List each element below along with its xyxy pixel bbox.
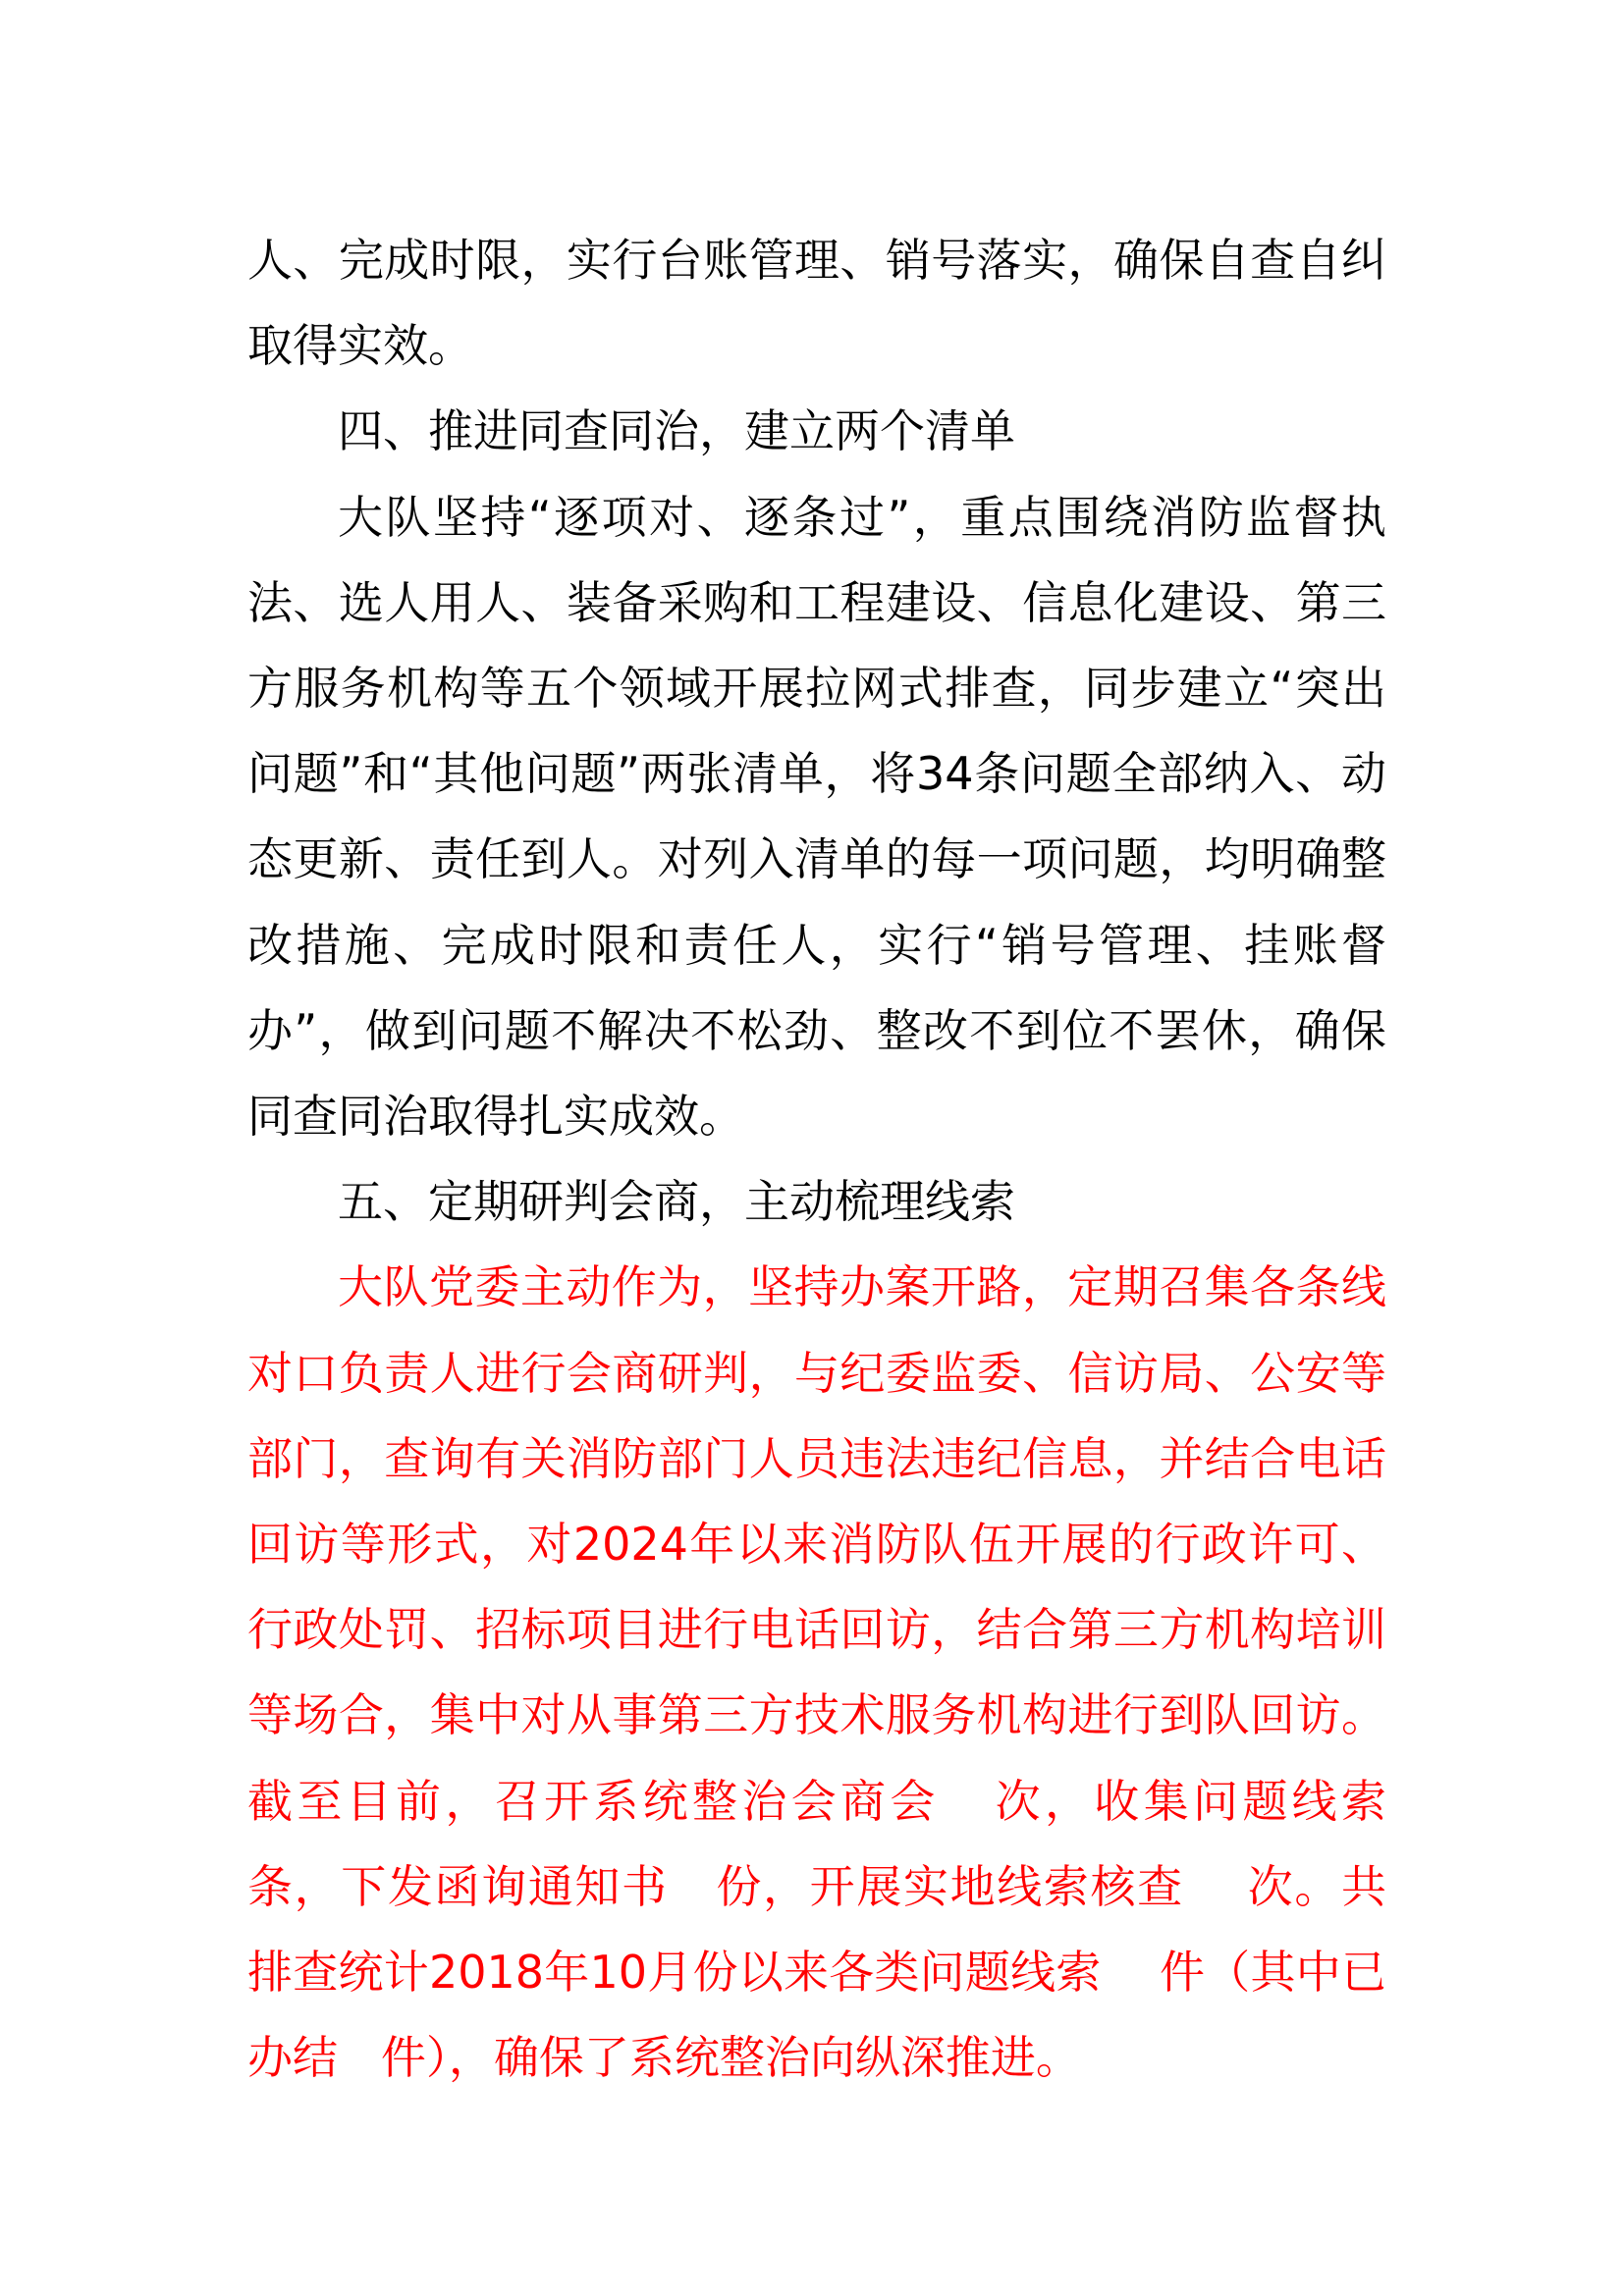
paragraph-section-5-highlighted: 大队党委主动作为，坚持办案开路，定期召集各条线对口负责人进行会商研判，与纪委监委、信访局、公安等部门，查询有关消防部门人员违法违纪信息，并结合电话回访等形式，对2024年以来消防队伍开展的行政许可、行政处罚、招标项目进行电话回访，结合第三方机构培训等场合，集中对从事第三方技术服务机构进行到队回访。截至目前，召开系统整治会商会 次，收集问题线索 条，下发函询通知书 份，开展实地线索核查 次。共排查统计2018年10月份以来各类问题线索 件（其中已办结 件），确保了系统整治向纵深推进。: [247, 1260, 1430, 2085]
section-heading-4: 四、推进同查同治，建立两个清单: [338, 404, 1015, 458]
document-body: [247, 218, 1430, 2101]
section-heading-5: 五、定期研判会商，主动梳理线索: [338, 1175, 1015, 1229]
paragraph-continuation: 人、完成时限，实行台账管理、销号落实，确保自查自纠取得实效。: [247, 234, 1386, 373]
paragraph-section-4: 大队坚持“逐项对、逐条过”，重点围绕消防监督执法、选人用人、装备采购和工程建设、信息化建设、第三方服务机构等五个领域开展拉网式排查，同步建立“突出问题”和“其他问题”两张清单，将34条问题全部纳入、动态更新、责任到人。对列入清单的每一项问题，均明确整改措施、完成时限和责任人，实行“销号管理、挂账督办”，做到问题不解决不松劲、整改不到位不罢休，确保同查同治取得扎实成效。: [247, 490, 1386, 1144]
